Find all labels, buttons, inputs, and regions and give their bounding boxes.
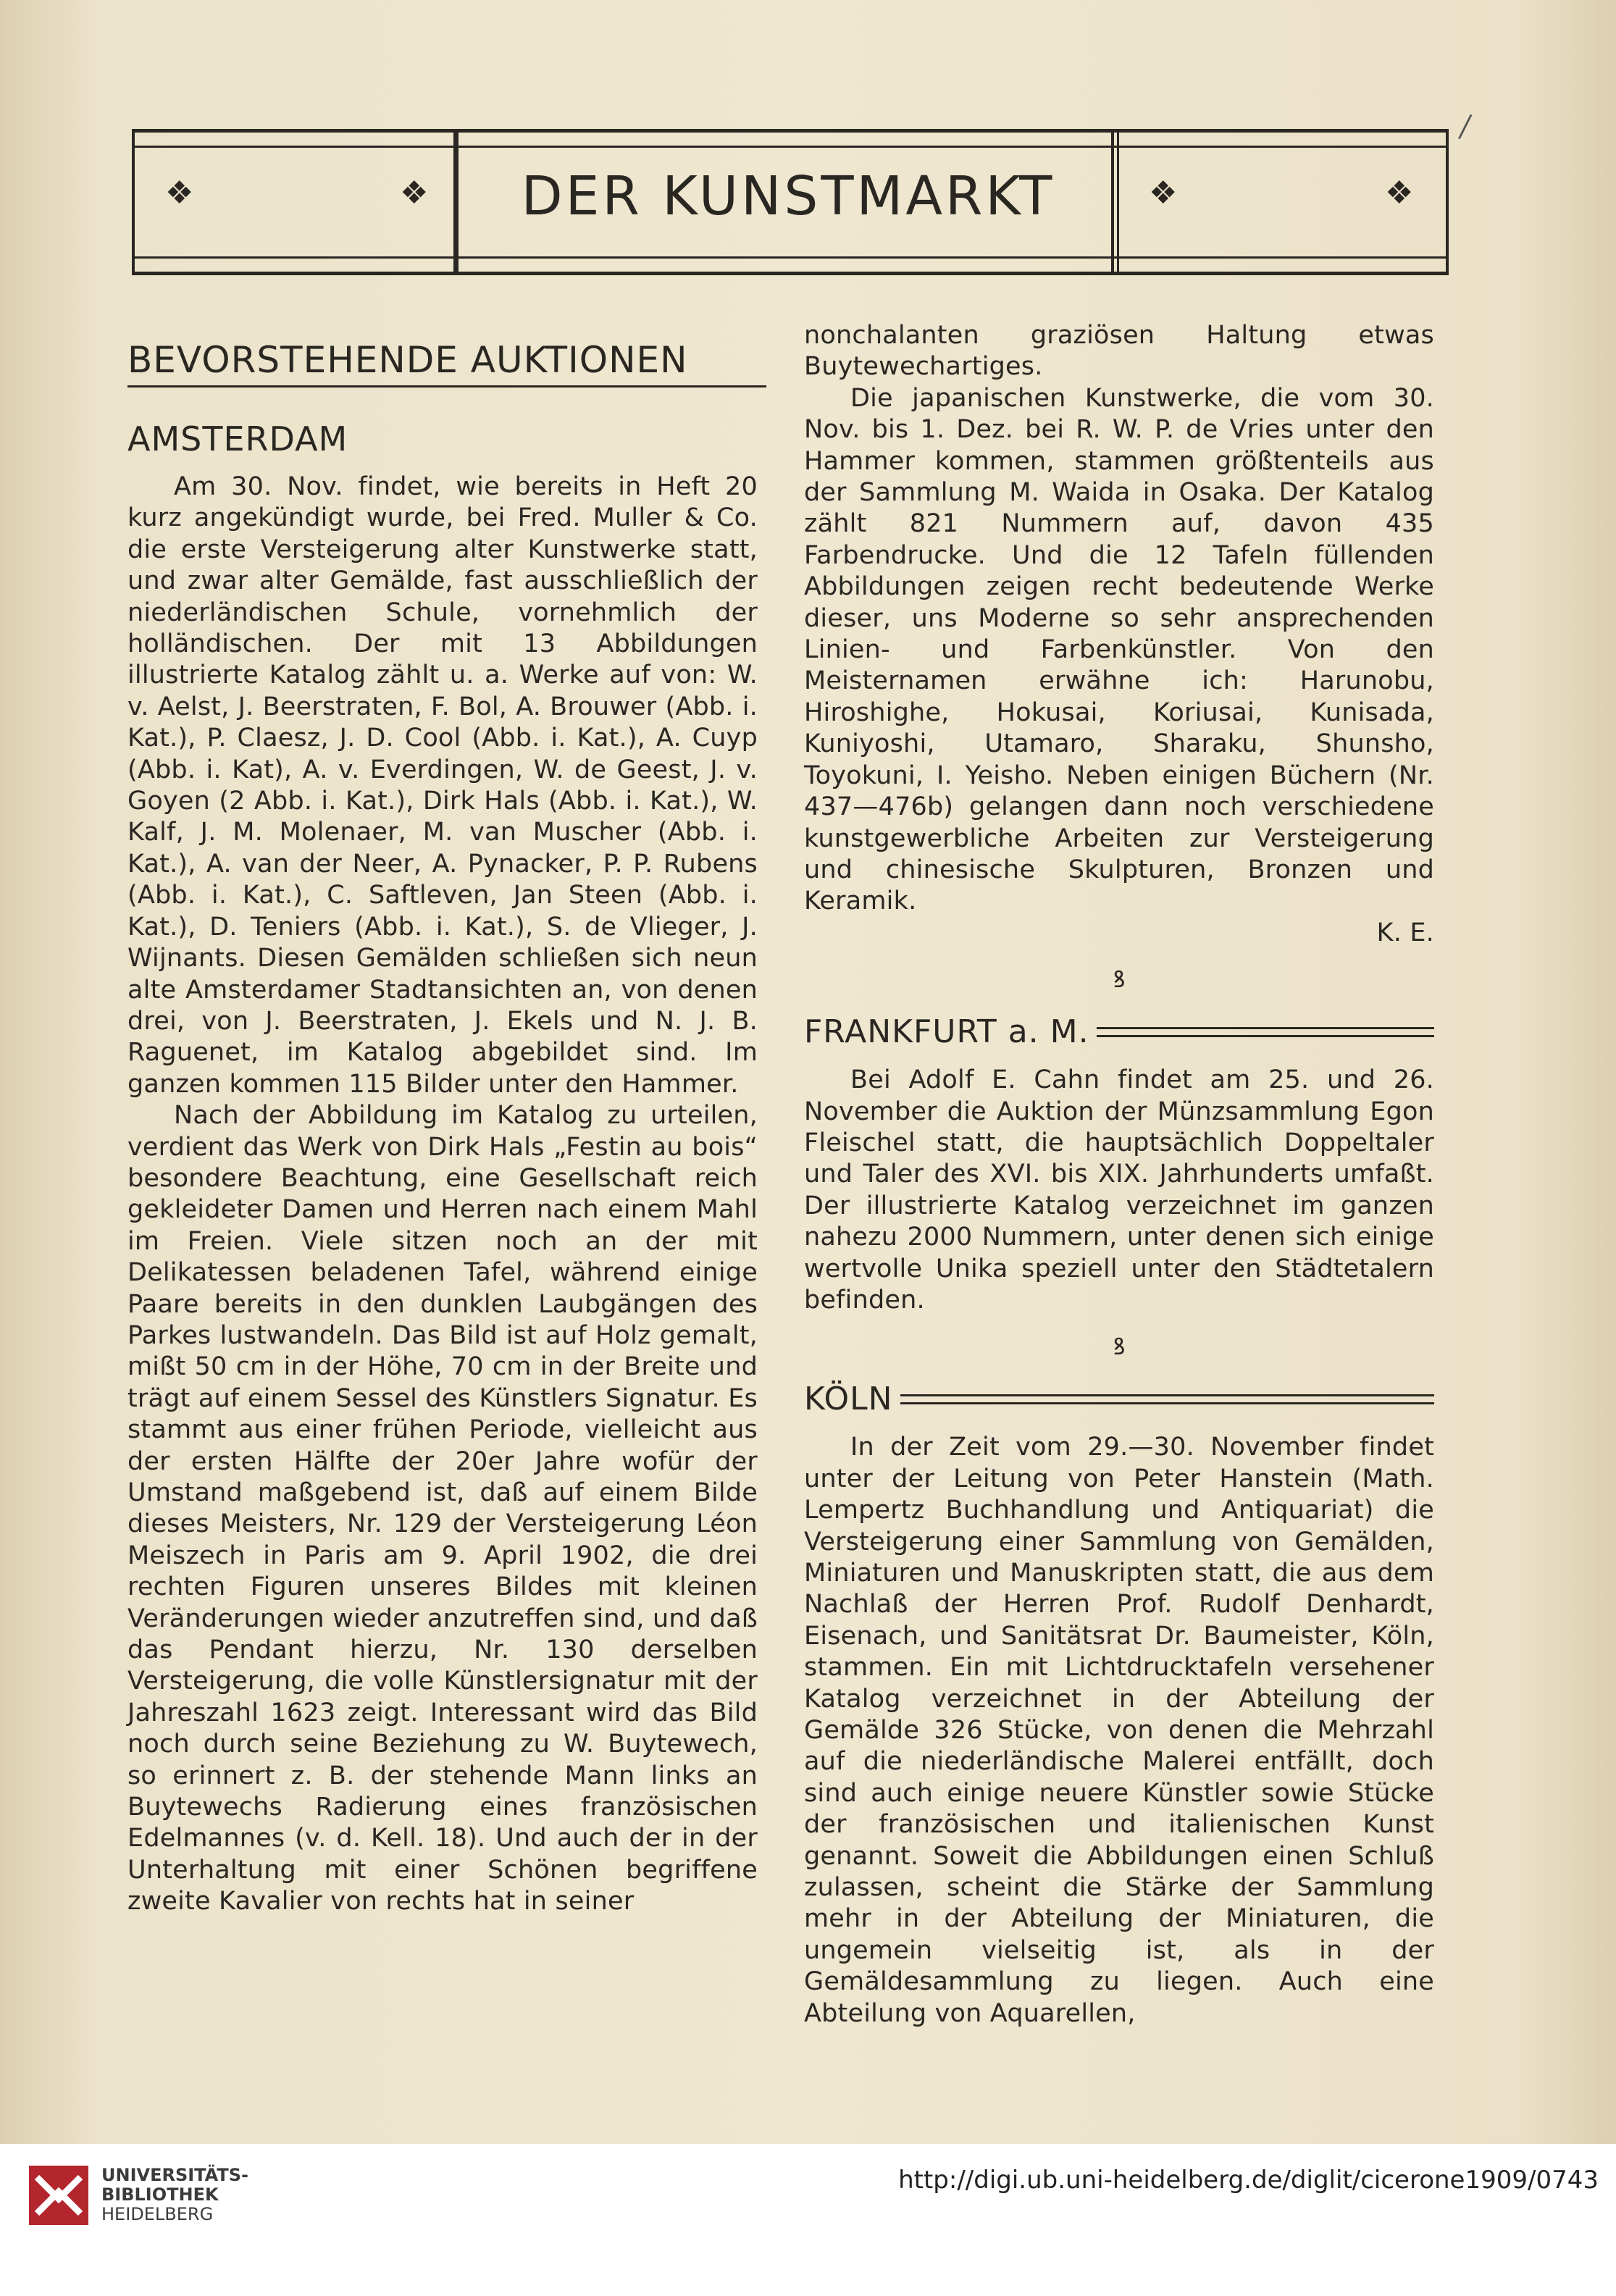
- source-url-link[interactable]: http://digi.ub.uni-heidelberg.de/diglit/cicerone1909/0743: [898, 2166, 1599, 2195]
- library-name-line: BIBLIOTHEK: [101, 2184, 219, 2205]
- city-heading-label: FRANKFURT a. M.: [804, 1013, 1089, 1051]
- article-paragraph: nonchalanten graziösen Haltung etwas Buytewechartiges.: [804, 321, 1434, 382]
- digitization-footer: [0, 2144, 1616, 2296]
- library-name: [101, 2166, 248, 2224]
- section-heading: BEVORSTEHENDE AUKTIONEN: [127, 339, 766, 387]
- article-paragraph: Nach der Abbildung im Katalog zu urteilen, verdient das Werk von Dirk Hals „Festin au bois“ besondere Beachtung, eine Gesellschaft reich gekleideter Damen und Herren nach einem Mahl im Freien. Viele sitzen noch an der mit Delikatessen beladenen Tafel, während einige Paare bereits in den dunklen Laubgängen des Parkes lustwandeln. Das Bild ist auf Holz gemalt, mißt 50 cm in der Höhe, 70 cm in der Breite und trägt auf einem Sessel des Künstlers Signatur. Es stammt aus einer frühen Periode, vielleicht aus der ersten Hälfte der 20er Jahre wofür der Umstand maßgebend ist, daß auf einem Bilde dieses Meisters, Nr. 129 der Versteigerung Léon Meiszech in Paris am 9. April 1902, die drei rechten Figuren unseres Bildes mit kleinen Veränderungen wieder anzutreffen sind, und daß das Pendant hierzu, Nr. 130 derselben Versteigerung, die volle Künstlersignatur mit der Jahreszahl 1623 zeigt. Interessant wird das Bild noch durch seine Beziehung zu W. Buytewech, so erinnert z. B. der stehende Mann links an Buytewechs Radierung eines französischen Edelmannes (v. d. Kell. 18). Und auch der in der Unterhaltung mit einer Schönen begriffene zweite Kavalier von rechts hat in seiner: [127, 1101, 758, 1916]
- author-signature: K. E.: [1376, 918, 1434, 947]
- double-rule: [900, 1394, 1434, 1404]
- article-paragraph: Am 30. Nov. findet, wie bereits in Heft 20 kurz angekündigt wurde, bei Fred. Muller & Co. die erste Versteigerung alter Kunstwerke statt, und zwar alter Gemälde, fast ausschließlich der niederländischen Schule, vornehmlich der holländischen. Der mit 13 Abbildungen illustrierte Katalog zählt u. a. Werke auf von: W. v. Aelst, J. Beerstraten, F. Bol, A. Brouwer (Abb. i. Kat.), P. Claesz, J. D. Cool (Abb. i. Kat.), A. Cuyp (Abb. i. Kat), A. v. Everdingen, W. de Geest, J. v. Goyen (2 Abb. i. Kat.), Dirk Hals (Abb. i. Kat.), W. Kalf, J. M. Molenaer, M. van Muscher (Abb. i. Kat.), A. van der Neer, A. Pynacker, P. P. Rubens (Abb. i. Kat.), C. Saftleven, Jan Steen (Abb. i. Kat.), D. Teniers (Abb. i. Kat.), S. de Vlieger, J. Wijnants. Diesen Gemälden schließen sich neun alte Amsterdamer Stadtansichten an, von denen drei, von J. Beerstraten, J. Ekels und N. J. B. Raguenet, im Katalog abgebildet sind. Im ganzen kommen 115 Bilder unter den Hammer.: [127, 472, 758, 1099]
- ornament-icon: ❖: [165, 175, 194, 211]
- ornament-icon: ❖: [1385, 175, 1414, 211]
- section-separator: ꝸ: [1113, 1333, 1126, 1361]
- masthead-divider: [1446, 133, 1449, 272]
- right-column: [804, 320, 1434, 2029]
- city-heading-amsterdam: AMSTERDAM: [127, 419, 348, 458]
- section-separator: ꝸ: [1113, 965, 1126, 994]
- article-paragraph: In der Zeit vom 29.—30. November findet unter der Leitung von Peter Hanstein (Math. Lempertz Buchhandlung und Antiquariat) die Versteigerung einer Sammlung von Gemälden, Miniaturen und Manuskripten statt, die aus dem Nachlaß der Herren Prof. Rudolf Denhardt, Eisenach, und Sanitätsrat Dr. Baumeister, Köln, stammen. Ein mit Lichtdrucktafeln versehener Katalog verzeichnet in der Abteilung der Gemälde 326 Stücke, von denen die Mehrzahl auf die niederländische Malerei entfällt, doch sind auch einige neuere Künstler sowie Stücke der französischen und italienischen Kunst genannt. Soweit die Abbildungen einen Schluß zulassen, scheint die Stärke der Sammlung mehr in der Abteilung der Miniaturen, die ungemein vielseitig ist, als in der Gemäldesammlung zu liegen. Auch eine Abteilung von Aquarellen,: [804, 1433, 1434, 2028]
- library-name-line: HEIDELBERG: [101, 2204, 214, 2224]
- page-mark: /: [1460, 110, 1470, 143]
- double-rule: [1097, 1027, 1434, 1037]
- library-name-line: UNIVERSITÄTS-: [101, 2165, 249, 2185]
- library-logo-icon: [26, 2163, 91, 2228]
- ornament-icon: ❖: [400, 175, 429, 211]
- ornament-icon: ❖: [1149, 175, 1178, 211]
- article-paragraph: Die japanischen Kunstwerke, die vom 30. Nov. bis 1. Dez. bei R. W. P. de Vries unter den Hammer kommen, stammen größtenteils aus der Sammlung M. Waida in Osaka. Der Katalog zählt 821 Nummern auf, davon 435 Farbendrucke. Und die 12 Tafeln füllenden Abbildungen zeigen recht bedeutende Werke dieser, uns Moderne so sehr ansprechenden Linien- und Farbenkünstler. Von den Meisternamen erwähne ich: Harunobu, Hiroshighe, Hokusai, Koriusai, Kunisada, Kuniyoshi, Utamaro, Sharaku, Shunsho, Toyokuni, I. Yeisho. Neben einigen Büchern (Nr. 437—476b) gelangen dann noch verschiedene kunstgewerbliche Arbeiten zur Versteigerung und chinesische Skulpturen, Bronzen und Keramik.: [804, 383, 1434, 916]
- city-heading-label: KÖLN: [804, 1380, 893, 1418]
- masthead-divider: [132, 133, 135, 272]
- article-paragraph: Bei Adolf E. Cahn findet am 25. und 26. November die Auktion der Münzsammlung Egon Fleischel statt, die hauptsächlich Doppeltaler und Taler des XVI. bis XIX. Jahrhunderts umfaßt. Der illustrierte Katalog verzeichnet im ganzen nahezu 2000 Nummern, unter denen sich einige wertvolle Unika speziell unter den Städtetalern befinden.: [804, 1065, 1434, 1315]
- city-heading-frankfurt: [804, 1013, 1434, 1050]
- page-title: DER KUNSTMARKT: [521, 165, 1055, 227]
- left-column: [127, 326, 758, 1918]
- city-heading-koeln: [804, 1380, 1434, 1417]
